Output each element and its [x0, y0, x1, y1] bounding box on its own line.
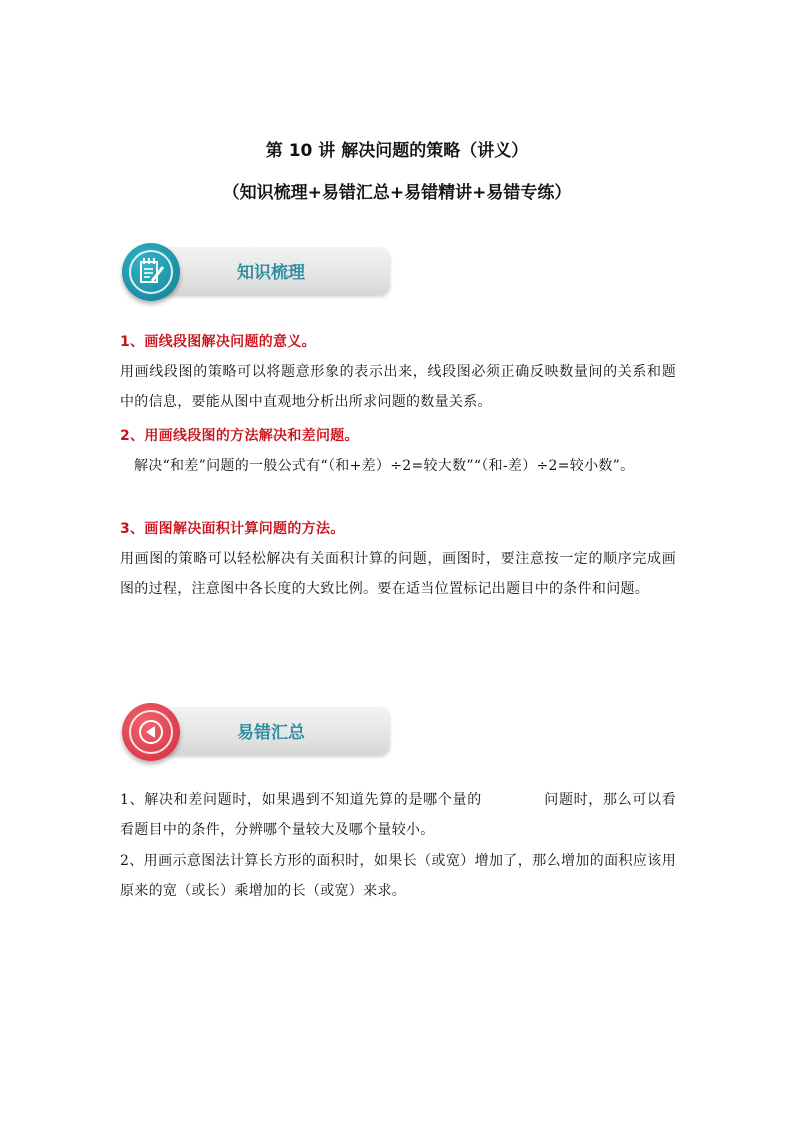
knowledge-banner-label: 知识梳理 — [237, 263, 305, 283]
knowledge-banner — [122, 247, 390, 297]
mistakes-banner — [122, 707, 390, 757]
notepad-pencil-icon — [122, 243, 180, 301]
knowledge-item-3 — [120, 514, 676, 604]
mistake-text-1a: 1、解决和差问题时，如果遇到不知道先算的是哪个量的 — [120, 792, 482, 808]
knowledge-heading-2: 2、用画线段图的方法解决和差问题。 — [120, 428, 359, 444]
mistake-item-1 — [120, 785, 676, 845]
mistake-text-2: 2、用画示意图法计算长方形的面积时，如果长（或宽）增加了，那么增加的面积应该用原来的宽（或长）乘增加的长（或宽）来求。 — [120, 853, 676, 899]
knowledge-item-1 — [120, 327, 676, 417]
knowledge-item-2 — [120, 421, 676, 481]
lecture-subtitle: （知识梳理+易错汇总+易错精讲+易错专练） — [222, 183, 572, 203]
mistake-text-1b: 问题时，那么可以看看题目中的条件，分辨哪个量较大及哪个量较小。 — [120, 792, 677, 838]
knowledge-body-1: 用画线段图的策略可以将题意形象的表示出来，线段图必须正确反映数量间的关系和题中的信息，要能从图中直观地分析出所求问题的数量关系。 — [120, 364, 676, 410]
knowledge-heading-1: 1、画线段图解决问题的意义。 — [120, 334, 316, 350]
play-arrow-icon — [122, 703, 180, 761]
knowledge-body-3: 用画图的策略可以轻松解决有关面积计算的问题，画图时，要注意按一定的顺序完成画图的过程，注意图中各长度的大致比例。要在适当位置标记出题目中的条件和问题。 — [120, 551, 676, 597]
lecture-title: 第 10 讲 解决问题的策略（讲义） — [265, 141, 529, 161]
mistakes-banner-label: 易错汇总 — [237, 723, 305, 743]
mistake-item-2 — [120, 846, 676, 906]
knowledge-body-2: 解决“和差”问题的一般公式有“（和+差）÷2=较大数”“（和-差）÷2=较小数”。 — [134, 458, 635, 474]
knowledge-heading-3: 3、画图解决面积计算问题的方法。 — [120, 521, 345, 537]
